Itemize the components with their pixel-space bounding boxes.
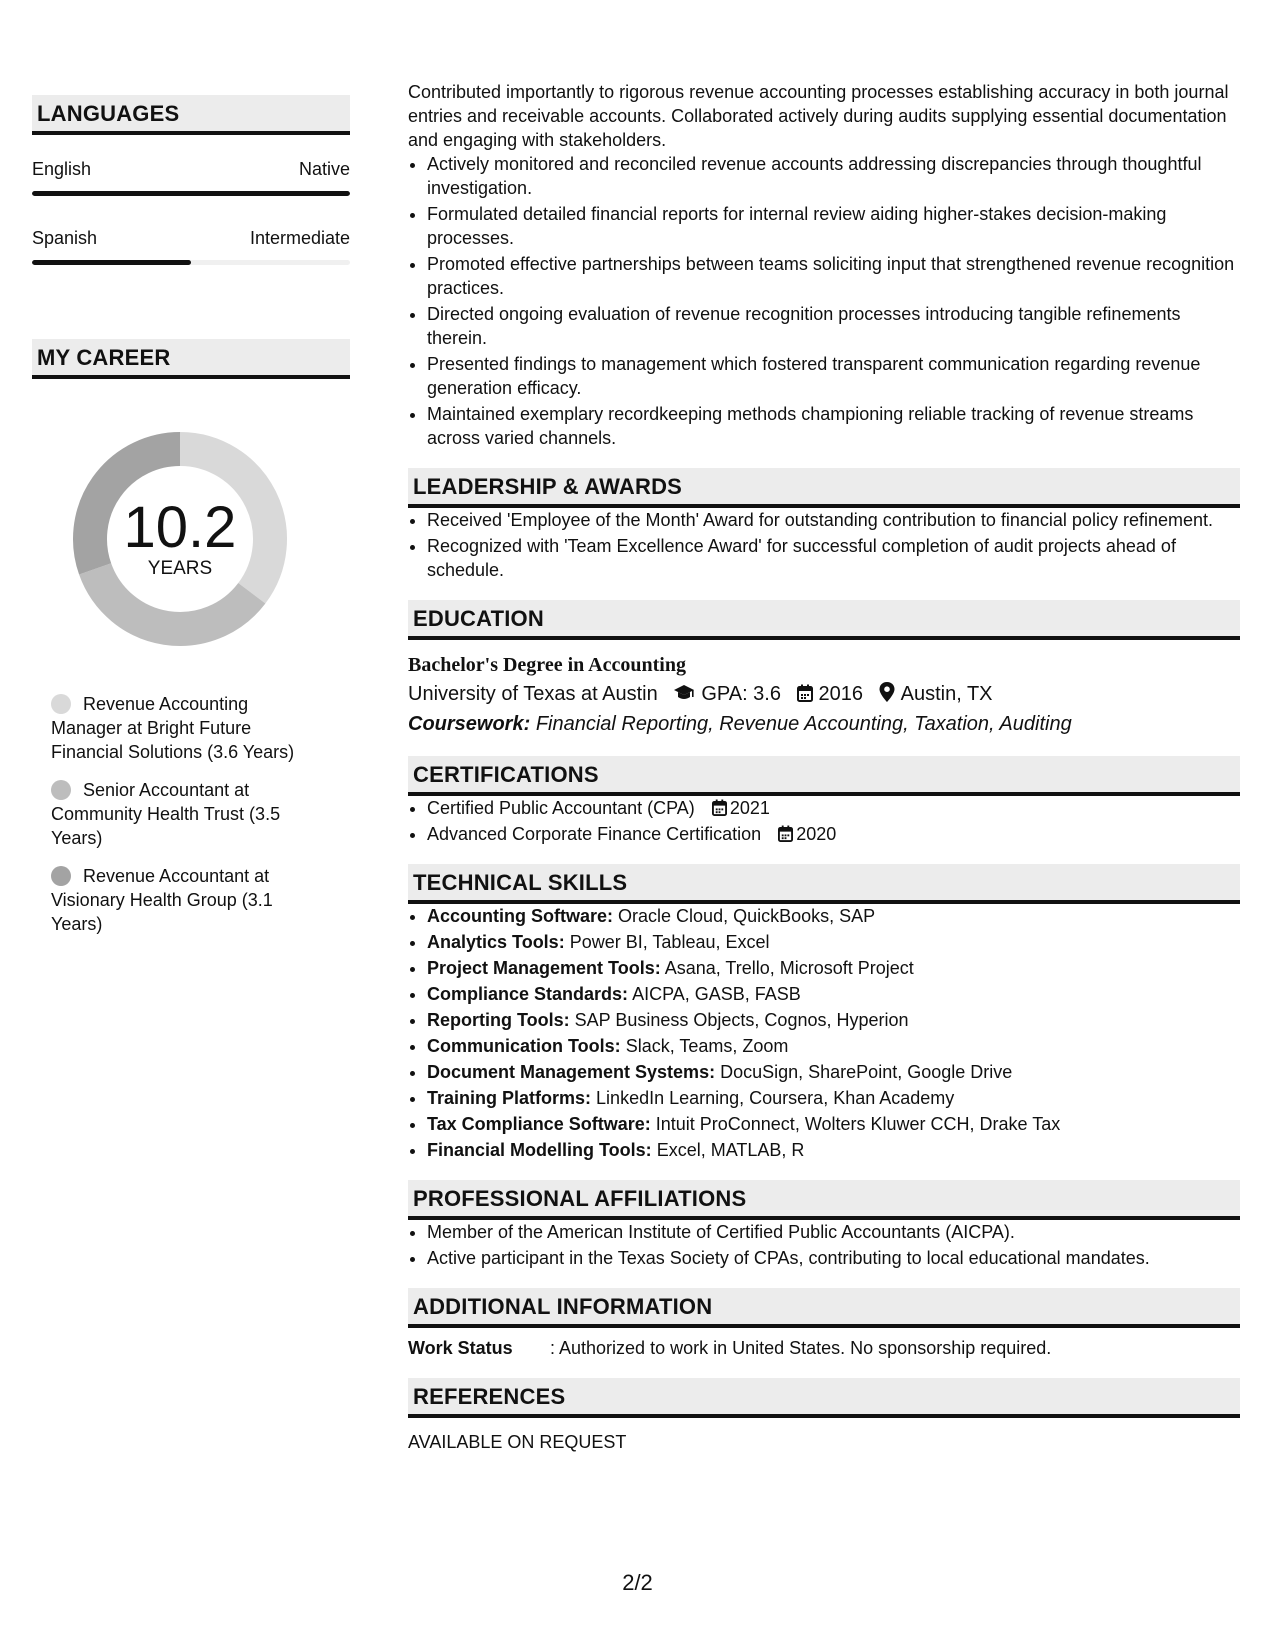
graduation-year: 2016 (818, 683, 864, 705)
skill-label: Financial Modelling Tools: (427, 1140, 652, 1160)
awards-section (408, 468, 1240, 582)
references-heading: REFERENCES (408, 1378, 1240, 1418)
certification-year: 2021 (729, 798, 770, 818)
work-status-label: Work Status (408, 1338, 513, 1358)
legend-dot-icon (51, 780, 71, 800)
list-item (427, 1086, 1240, 1110)
skill-label: Tax Compliance Software: (427, 1114, 651, 1134)
certification-name: Advanced Corporate Finance Certification (427, 824, 762, 844)
coursework-list: Financial Reporting, Revenue Accounting, Taxation, Auditing (535, 713, 1072, 735)
legend-dot-icon (51, 694, 71, 714)
language-name: English (32, 159, 92, 179)
references-text: AVAILABLE ON REQUEST (408, 1432, 627, 1452)
degree-title: Bachelor's Degree in Accounting (408, 654, 686, 676)
list-item (427, 1138, 1240, 1162)
career-donut-chart (65, 424, 295, 654)
skills-heading: TECHNICAL SKILLS (408, 864, 1240, 904)
skill-value: Slack, Teams, Zoom (625, 1036, 789, 1056)
career-legend (32, 692, 350, 936)
skill-value: Asana, Trello, Microsoft Project (664, 958, 914, 978)
legend-dot-icon (51, 866, 71, 886)
skill-value: LinkedIn Learning, Coursera, Khan Academy (596, 1088, 955, 1108)
skill-label: Accounting Software: (427, 906, 614, 926)
experience-bullets (408, 152, 1240, 450)
skill-label: Training Platforms: (427, 1088, 592, 1108)
language-name: Spanish (32, 228, 98, 248)
list-item (427, 930, 1240, 954)
list-item (427, 1034, 1240, 1058)
career-total-years: 10.2 (123, 495, 237, 560)
affiliations-section (408, 1180, 1240, 1270)
language-proficiency-bar (32, 191, 350, 196)
list-item (427, 822, 1240, 846)
languages-heading: LANGUAGES (32, 95, 350, 135)
list-item (427, 1060, 1240, 1084)
list-item (427, 956, 1240, 980)
language-level: Native (298, 159, 350, 179)
certifications-section (408, 756, 1240, 846)
calendar-icon (778, 824, 796, 844)
school-name: University of Texas at Austin (408, 683, 658, 705)
language-proficiency-fill (32, 191, 350, 196)
skill-value: Intuit ProConnect, Wolters Kluwer CCH, Drake Tax (655, 1114, 1061, 1134)
skill-label: Document Management Systems: (427, 1062, 716, 1082)
list-item (427, 796, 1240, 820)
career-role-item (51, 692, 321, 764)
gpa: GPA: 3.6 (701, 683, 781, 705)
list-item: • Active participant in the Texas Society of CPAs, contributing to local educational mandates. (427, 1246, 1240, 1270)
experience-summary: Contributed importantly to rigorous revenue accounting processes establishing accuracy in both journal entries and receivable accounts. Collaborated actively during audits supplying essential documentation and engaging with stakeholders. (408, 82, 1229, 150)
career-role-text: Senior Accountant at Community Health Trust (3.5 Years) (51, 780, 281, 848)
work-status-value: : Authorized to work in United States. No sponsorship required. (550, 1338, 1052, 1358)
language-proficiency-bar (32, 260, 350, 265)
page-number: 2/2 (622, 1570, 653, 1595)
list-item (427, 1112, 1240, 1136)
skill-value: DocuSign, SharePoint, Google Drive (720, 1062, 1013, 1082)
skill-label: Reporting Tools: (427, 1010, 570, 1030)
list-item: • Presented findings to management which fostered transparent communication regarding revenue generation efficacy. (427, 352, 1240, 400)
list-item (427, 904, 1240, 928)
skill-value: AICPA, GASB, FASB (632, 984, 801, 1004)
skill-label: Analytics Tools: (427, 932, 565, 952)
career-role-text: Revenue Accountant at Visionary Health Group (3.1 Years) (51, 866, 273, 934)
work-status-row (408, 1336, 1240, 1360)
list-item: • Directed ongoing evaluation of revenue recognition processes introducing tangible refinements therein. (427, 302, 1240, 350)
education-heading: EDUCATION (408, 600, 1240, 640)
affiliations-heading: PROFESSIONAL AFFILIATIONS (408, 1180, 1240, 1220)
additional-info-section (408, 1288, 1240, 1360)
references-section (408, 1378, 1240, 1454)
coursework-label: Coursework: (408, 713, 531, 735)
list-item: • Formulated detailed financial reports for internal review aiding higher-stakes decision-making processes. (427, 202, 1240, 250)
list-item: • Maintained exemplary recordkeeping methods championing reliable tracking of revenue streams across varied channels. (427, 402, 1240, 450)
career-role-item (51, 778, 321, 850)
certification-name: Certified Public Accountant (CPA) (427, 798, 695, 818)
career-role-text: Revenue Accounting Manager at Bright Future Financial Solutions (3.6 Years) (51, 694, 295, 762)
graduation-cap-icon (673, 682, 695, 710)
list-item: • Promoted effective partnerships between teams soliciting input that strengthened revenue recognition practices. (427, 252, 1240, 300)
list-item: • Member of the American Institute of Certified Public Accountants (AICPA). (427, 1220, 1240, 1244)
skill-value: Power BI, Tableau, Excel (569, 932, 770, 952)
right-column (408, 80, 1240, 1454)
left-column (32, 95, 350, 950)
career-heading: MY CAREER (32, 339, 350, 379)
skill-value: Excel, MATLAB, R (656, 1140, 805, 1160)
skill-label: Compliance Standards: (427, 984, 629, 1004)
coursework (408, 710, 1240, 738)
career-years-unit: YEARS (147, 558, 213, 579)
list-item (427, 982, 1240, 1006)
list-item: • Actively monitored and reconciled revenue accounts addressing discrepancies through thoughtful investigation. (427, 152, 1240, 200)
list-item: • Recognized with 'Team Excellence Award' for successful completion of audit projects ahead of schedule. (427, 534, 1240, 582)
list-item (427, 1008, 1240, 1032)
additional-info-heading: ADDITIONAL INFORMATION (408, 1288, 1240, 1328)
certifications-heading: CERTIFICATIONS (408, 756, 1240, 796)
education-details (408, 680, 1240, 710)
language-proficiency-fill (32, 260, 191, 265)
list-item: • Received 'Employee of the Month' Award for outstanding contribution to financial policy refinement. (427, 508, 1240, 532)
calendar-icon (797, 682, 813, 710)
language-item (32, 157, 350, 196)
career-role-item (51, 864, 321, 936)
skill-label: Communication Tools: (427, 1036, 621, 1056)
skills-section (408, 864, 1240, 1162)
education-section (408, 600, 1240, 738)
skill-label: Project Management Tools: (427, 958, 661, 978)
skill-value: SAP Business Objects, Cognos, Hyperion (574, 1010, 909, 1030)
language-item (32, 226, 350, 265)
certification-year: 2020 (796, 824, 837, 844)
map-pin-icon (879, 682, 895, 710)
skill-value: Oracle Cloud, QuickBooks, SAP (618, 906, 876, 926)
language-level: Intermediate (249, 228, 350, 248)
school-location: Austin, TX (900, 683, 993, 705)
awards-heading: LEADERSHIP & AWARDS (408, 468, 1240, 508)
calendar-icon (712, 798, 730, 818)
